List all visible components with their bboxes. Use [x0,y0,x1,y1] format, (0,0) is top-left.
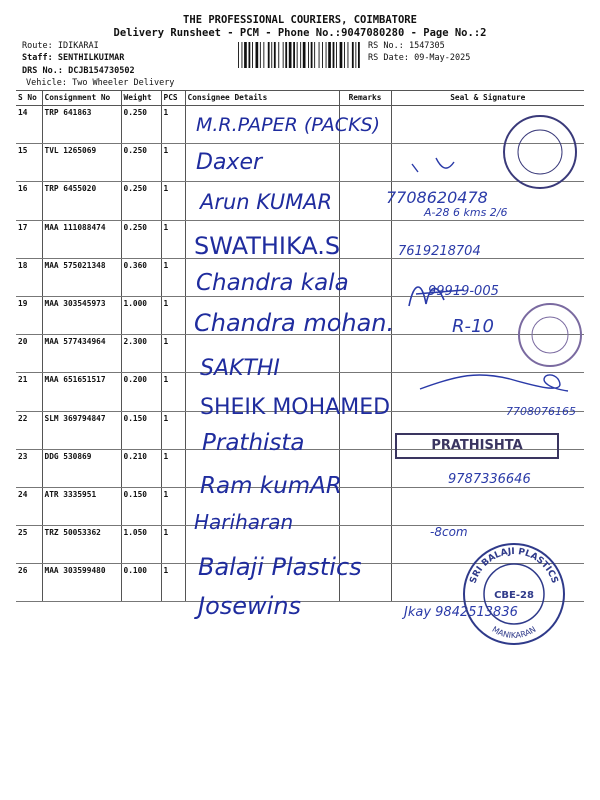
cell-consignment: MAA 651651517 [42,373,121,411]
barcode-bar [278,42,279,68]
seal-top-text: SRI BALAJI PLASTICS [468,546,560,585]
barcode-bar [285,42,287,68]
route-value: IDIKARAI [57,41,99,51]
signature-scribble [404,276,474,312]
cell-weight: 1.000 [121,296,161,334]
handwritten-consignee: SHEIK MOHAMED [200,395,391,420]
cell-sno: 20 [16,335,42,373]
barcode-bar [268,42,270,68]
cell-weight: 0.250 [121,182,161,220]
barcode-bar [303,42,306,68]
handwritten-consignee: SWATHIKA.S [194,232,341,260]
handwritten-consignee: Chandra kala [196,270,349,296]
cell-pcs: 1 [161,373,185,411]
cell-consignment: DDG 530869 [42,449,121,487]
cell-weight: 0.150 [121,411,161,449]
barcode-bar [238,42,239,68]
cell-remarks [339,144,391,182]
handwritten-consignee: SAKTHI [200,356,280,381]
col-sno: S No [16,91,42,106]
barcode-bar [256,42,259,68]
barcode-bar [308,42,309,68]
handwritten-consignee: Ram kumAR [200,473,342,499]
sri-balaji-seal [458,538,570,650]
rs-no-line [368,41,445,51]
barcode-bar [283,42,284,68]
cell-remarks [339,182,391,220]
cell-weight: 1.050 [121,526,161,564]
seal-bottom-text: MANIKARAN [490,624,538,641]
col-remarks: Remarks [339,91,391,106]
staff-value: SENTHILKUIMAR [57,53,125,63]
col-seal-signature: Seal & Signature [391,91,584,106]
col-consignee: Consignee Details [185,91,339,106]
cell-pcs: 1 [161,220,185,258]
rs-date-label: RS Date: [368,53,409,63]
cell-weight: 0.210 [121,449,161,487]
cell-remarks [339,335,391,373]
cell-pcs: 1 [161,258,185,296]
rs-no-label: RS No.: [368,41,404,51]
handwritten-consignee: Arun KUMAR [200,190,333,214]
rs-no-value: 1547305 [408,41,445,51]
cell-sno: 15 [16,144,42,182]
cell-sno: 23 [16,449,42,487]
cell-weight: 0.100 [121,564,161,602]
handwritten-note: 99919-005 [428,284,499,299]
rs-date-line [368,53,470,63]
cell-weight: 2.300 [121,335,161,373]
barcode-bar [333,42,335,68]
col-pcs: PCS [161,91,185,106]
handwritten-phone: 9787336646 [448,472,531,487]
round-seal [515,300,585,370]
company-title: THE PROFESSIONAL COURIERS, COIMBATORE [183,14,417,26]
cell-sno: 14 [16,106,42,144]
cell-consignment: TRP 641863 [42,106,121,144]
barcode-bar [311,42,313,68]
barcode-bar [289,42,292,68]
cell-pcs: 1 [161,144,185,182]
barcode-bar [263,42,264,68]
company-stamp: PRATHISHTA [395,433,559,459]
cell-consignment: TVL 1265069 [42,144,121,182]
barcode-bar [271,42,272,68]
drs-value: DCJB154730502 [68,66,135,76]
handwritten-phone: 7708076165 [506,405,576,418]
cell-sno: 22 [16,411,42,449]
barcode-bar [293,42,295,68]
barcode-bar [322,42,323,68]
barcode-bar [358,42,360,68]
cell-consignment: TRP 6455020 [42,182,121,220]
handwritten-phone: 7619218704 [398,244,481,259]
cell-consignment: MAA 577434964 [42,335,121,373]
drs-line [22,66,135,76]
cell-sno: 26 [16,564,42,602]
cell-weight: 0.250 [121,144,161,182]
cell-weight: 0.200 [121,373,161,411]
cell-pcs: 1 [161,335,185,373]
barcode-bar [297,42,298,68]
table-header-row [16,91,584,106]
cell-pcs: 1 [161,564,185,602]
handwritten-signature: Jkay 9842513836 [404,605,518,620]
cell-weight: 0.360 [121,258,161,296]
vehicle-value: Two Wheeler Delivery [72,78,175,88]
handwritten-note: A-28 6 kms 2/6 [424,206,508,219]
barcode-bar [260,42,261,68]
runsheet-subtitle: Delivery Runsheet - PCM - Phone No.:9047080280 - Page No.:2 [113,27,487,39]
barcode-bar [344,42,345,68]
cell-pcs: 1 [161,106,185,144]
cell-pcs: 1 [161,296,185,334]
barcode-bar [340,42,343,68]
cell-pcs: 1 [161,411,185,449]
round-seal [500,112,580,192]
signature-loop [418,365,578,401]
cell-weight: 0.150 [121,487,161,525]
cell-seal [391,487,584,525]
cell-sno: 24 [16,487,42,525]
cell-sno: 16 [16,182,42,220]
barcode-bar [244,42,247,68]
cell-pcs: 1 [161,526,185,564]
handwritten-note: -8com [430,525,468,539]
barcode-bar [336,42,337,68]
drs-label: DRS No.: [22,66,63,76]
barcode-bar [242,42,243,68]
barcode-bar [314,42,315,68]
handwritten-consignee: Josewins [198,592,302,620]
cell-remarks [339,220,391,258]
barcode-bar [352,42,354,68]
barcode-bar [252,42,253,68]
cell-consignment: TRZ 50053362 [42,526,121,564]
runsheet-table [16,90,584,602]
cell-consignment: ATR 3335951 [42,487,121,525]
cell-remarks [339,449,391,487]
cell-consignment: MAA 111088474 [42,220,121,258]
col-weight: Weight [121,91,161,106]
handwritten-note: R-10 [452,316,494,337]
cell-consignment: MAA 575021348 [42,258,121,296]
barcode-bar [326,42,327,68]
barcode [236,42,362,68]
vehicle-label: Vehicle: [26,78,67,88]
vehicle-line [26,78,174,88]
cell-remarks [339,487,391,525]
barcode-bar [249,42,251,68]
barcode-bar [300,42,301,68]
cell-pcs: 1 [161,182,185,220]
route-line [22,41,99,51]
seal-center-text: CBE-28 [494,590,534,601]
cell-sno: 21 [16,373,42,411]
cell-consignment: SLM 369794847 [42,411,121,449]
cell-sno: 17 [16,220,42,258]
rs-date-value: 09-May-2025 [414,53,471,63]
cell-pcs: 1 [161,449,185,487]
cell-sno: 25 [16,526,42,564]
staff-line [22,53,124,63]
staff-label: Staff: [22,53,53,63]
handwritten-phone: 7708620478 [386,188,488,207]
handwritten-consignee: Hariharan [194,510,294,534]
cell-consignment: MAA 303599480 [42,564,121,602]
barcode-bar [355,42,356,68]
col-consignment-no: Consignment No [42,91,121,106]
cell-pcs: 1 [161,487,185,525]
cell-sno: 18 [16,258,42,296]
cell-consignment: MAA 303545973 [42,296,121,334]
handwritten-consignee: Chandra mohan. [194,309,395,337]
barcode-bar [319,42,320,68]
signature-scribble [406,152,476,178]
handwritten-consignee: Balaji Plastics [198,553,362,581]
handwritten-consignee: M.R.PAPER (PACKS) [196,114,381,136]
handwritten-consignee: Daxer [196,150,263,175]
barcode-bar [328,42,331,68]
handwritten-consignee: Prathista [202,430,305,456]
cell-sno: 19 [16,296,42,334]
cell-weight: 0.250 [121,220,161,258]
table-row [16,144,584,182]
route-label: Route: [22,41,53,51]
barcode-bar [348,42,349,68]
cell-weight: 0.250 [121,106,161,144]
barcode-bar [274,42,276,68]
